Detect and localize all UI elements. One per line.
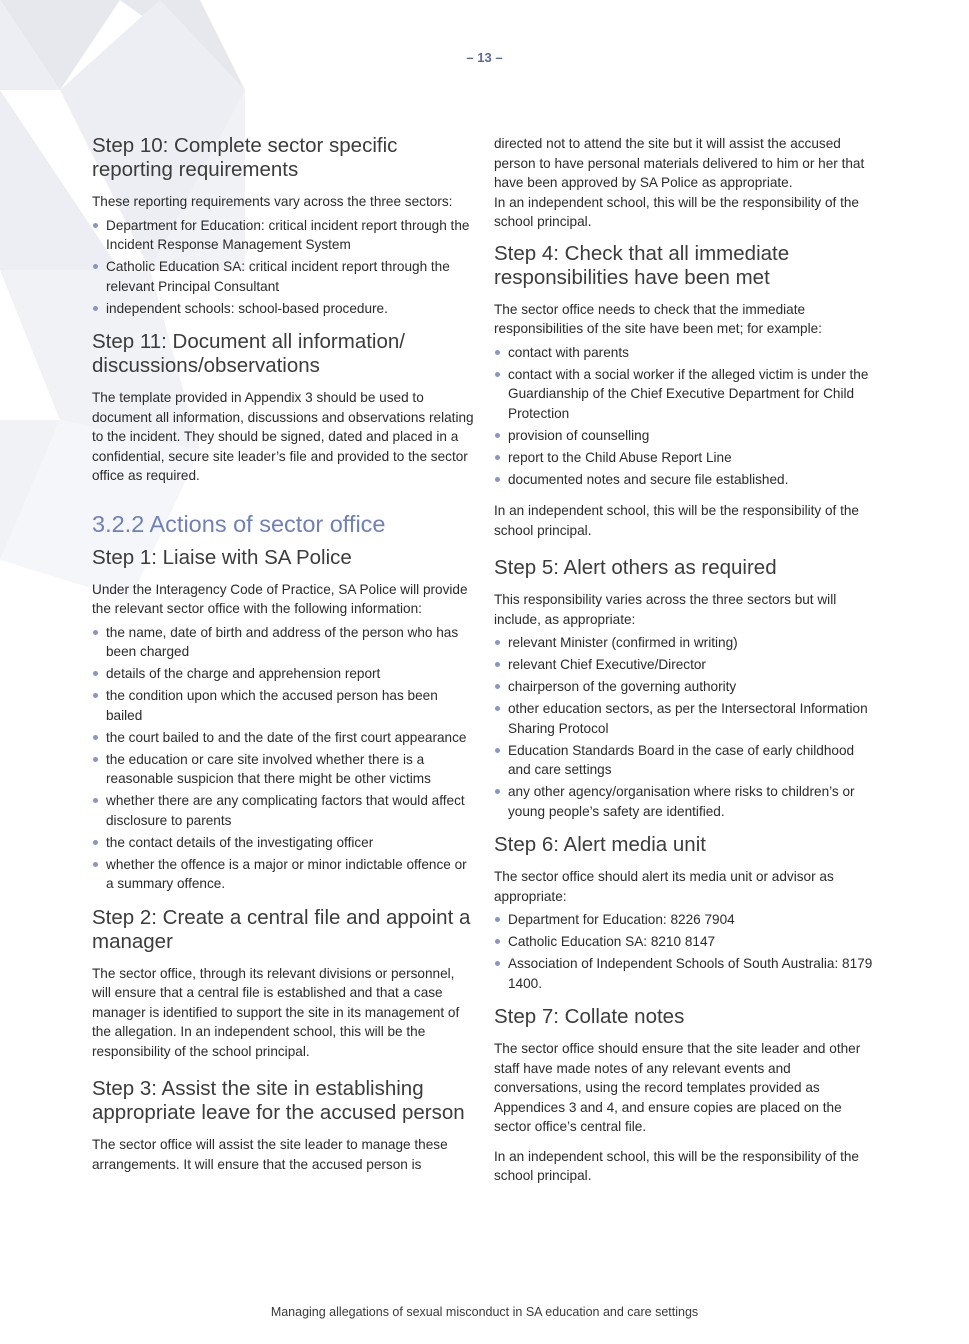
step-5-intro: This responsibility varies across the three sectors but will include, as appropriate:: [494, 592, 837, 627]
left-column: [92, 134, 476, 1178]
list-item: other education sectors, as per the Intersectoral Information Sharing Protocol: [494, 699, 878, 738]
bullet-icon: [495, 939, 500, 944]
list-item: the contact details of the investigating officer: [92, 833, 476, 853]
list-item: relevant Minister (confirmed in writing): [494, 633, 878, 653]
section-title: 3.2.2 Actions of sector office: [92, 510, 386, 537]
step-4-outro: In an independent school, this will be the responsibility of the school principal.: [494, 503, 859, 538]
step-3-body: The sector office will assist the site leader to manage these arrangements. It will ensure that the accused person is: [92, 1137, 448, 1172]
step-1-intro: Under the Interagency Code of Practice, SA Police will provide the relevant sector office with the following information:: [92, 581, 468, 616]
bullet-icon: [93, 862, 98, 867]
list-item: any other agency/organisation where risks to children’s or young people’s safety are identified.: [494, 782, 878, 821]
list-item: report to the Child Abuse Report Line: [494, 448, 878, 468]
bullet-icon: [495, 917, 500, 922]
step-11-section: [92, 330, 476, 486]
list-item: Department for Education: critical incident report through the Incident Response Management System: [92, 216, 476, 255]
list-item: the court bailed to and the date of the first court appearance: [92, 728, 476, 748]
list-item: contact with a social worker if the alleged victim is under the Guardianship of the Chief Executive Department for Child Protection: [494, 365, 878, 424]
step-10-intro: These reporting requirements vary across the three sectors:: [92, 194, 453, 209]
list-item: Association of Independent Schools of South Australia: 8179 1400.: [494, 954, 878, 993]
step-3-cont-body-1: directed not to attend the site but it will assist the accused person to have personal materials delivered to him or her that have been approved by SA Police as appropriate.: [494, 136, 865, 190]
step-5-list: [494, 633, 878, 821]
step-5-heading: Step 5: Alert others as required: [494, 556, 777, 579]
right-column: [494, 134, 878, 1190]
bullet-icon: [495, 789, 500, 794]
step-10-section: [92, 134, 476, 318]
step-3-section: [92, 1077, 476, 1174]
step-11-heading: Step 11: Document all information/ discussions/observations: [92, 330, 405, 377]
bullet-icon: [495, 961, 500, 966]
bullet-icon: [93, 798, 98, 803]
step-4-list: [494, 343, 878, 490]
list-item: details of the charge and apprehension report: [92, 664, 476, 684]
bullet-icon: [93, 306, 98, 311]
list-item: Education Standards Board in the case of early childhood and care settings: [494, 741, 878, 780]
step-1-list: [92, 623, 476, 894]
step-6-heading: Step 6: Alert media unit: [494, 833, 706, 856]
bullet-icon: [495, 350, 500, 355]
page-number: – 13 –: [466, 50, 503, 65]
list-item: whether the offence is a major or minor indictable offence or a summary offence.: [92, 855, 476, 894]
list-item: contact with parents: [494, 343, 878, 363]
bullet-icon: [93, 840, 98, 845]
list-item: the condition upon which the accused person has been bailed: [92, 686, 476, 725]
step-3-cont-body-2: In an independent school, this will be the responsibility of the school principal.: [494, 194, 859, 229]
list-item: Catholic Education SA: critical incident report through the relevant Principal Consultant: [92, 257, 476, 296]
step-6-section: [494, 833, 878, 993]
bullet-icon: [495, 477, 500, 482]
step-7-section: [494, 1005, 878, 1186]
step-4-section: [494, 242, 878, 541]
bullet-icon: [495, 640, 500, 645]
list-item: whether there are any complicating factors that would affect disclosure to parents: [92, 791, 476, 830]
step-4-heading: Step 4: Check that all immediate responsibilities have been met: [494, 241, 790, 289]
step-3-heading: Step 3: Assist the site in establishing appropriate leave for the accused person: [92, 1077, 465, 1124]
step-10-heading: Step 10: Complete sector specific reporting requirements: [92, 134, 398, 181]
step-7-body-2: In an independent school, this will be the responsibility of the school principal.: [494, 1148, 859, 1183]
list-item: relevant Chief Executive/Director: [494, 655, 878, 675]
bullet-icon: [495, 706, 500, 711]
list-item: Department for Education: 8226 7904: [494, 910, 878, 930]
step-11-body: The template provided in Appendix 3 should be used to document all information, discussions and observations relating to the incident. They should be signed, dated and placed in a confidential, secure site leader’s file and provided to the sector office as required.: [92, 390, 474, 483]
step-5-section: [494, 556, 878, 821]
list-item: Catholic Education SA: 8210 8147: [494, 932, 878, 952]
list-item: documented notes and secure file established.: [494, 470, 878, 490]
step-1-heading: Step 1: Liaise with SA Police: [92, 545, 352, 569]
bullet-icon: [93, 264, 98, 269]
list-item: independent schools: school-based procedure.: [92, 299, 476, 319]
bullet-icon: [495, 684, 500, 689]
step-3-continued: [494, 134, 878, 232]
bullet-icon: [93, 671, 98, 676]
bullet-icon: [495, 372, 500, 377]
list-item: provision of counselling: [494, 426, 878, 446]
bullet-icon: [93, 223, 98, 228]
step-6-intro: The sector office should alert its media unit or advisor as appropriate:: [494, 869, 834, 904]
bullet-icon: [93, 757, 98, 762]
step-2-heading: Step 2: Create a central file and appoint a manager: [92, 905, 471, 953]
bullet-icon: [93, 735, 98, 740]
step-4-intro: The sector office needs to check that the immediate responsibilities of the site have been met; for example:: [494, 301, 822, 336]
footer-title: Managing allegations of sexual misconduct in SA education and care settings: [270, 1305, 699, 1319]
step-2-body: The sector office, through its relevant divisions or personnel, will ensure that a central file is established and that a case manager is identified to support the site in its management of the allegation. In an independent school, this will be the responsibility of the school principal.: [92, 965, 460, 1059]
bullet-icon: [495, 433, 500, 438]
list-item: the education or care site involved whether there is a reasonable suspicion that there might be other victims: [92, 750, 476, 789]
step-7-heading: Step 7: Collate notes: [494, 1005, 685, 1028]
step-2-section: [92, 906, 476, 1062]
list-item: chairperson of the governing authority: [494, 677, 878, 697]
step-1-section: [92, 546, 476, 894]
bullet-icon: [93, 693, 98, 698]
bullet-icon: [495, 455, 500, 460]
step-7-body-1: The sector office should ensure that the site leader and other staff have made notes of any relevant events and conversations, using the record templates provided as Appendices 3 and 4, and ensure copies are placed on the sector office’s central file.: [494, 1041, 861, 1134]
step-6-list: [494, 910, 878, 993]
bullet-icon: [495, 662, 500, 667]
list-item: the name, date of birth and address of the person who has been charged: [92, 623, 476, 662]
step-10-list: [92, 216, 476, 319]
bullet-icon: [93, 630, 98, 635]
bullet-icon: [495, 748, 500, 753]
